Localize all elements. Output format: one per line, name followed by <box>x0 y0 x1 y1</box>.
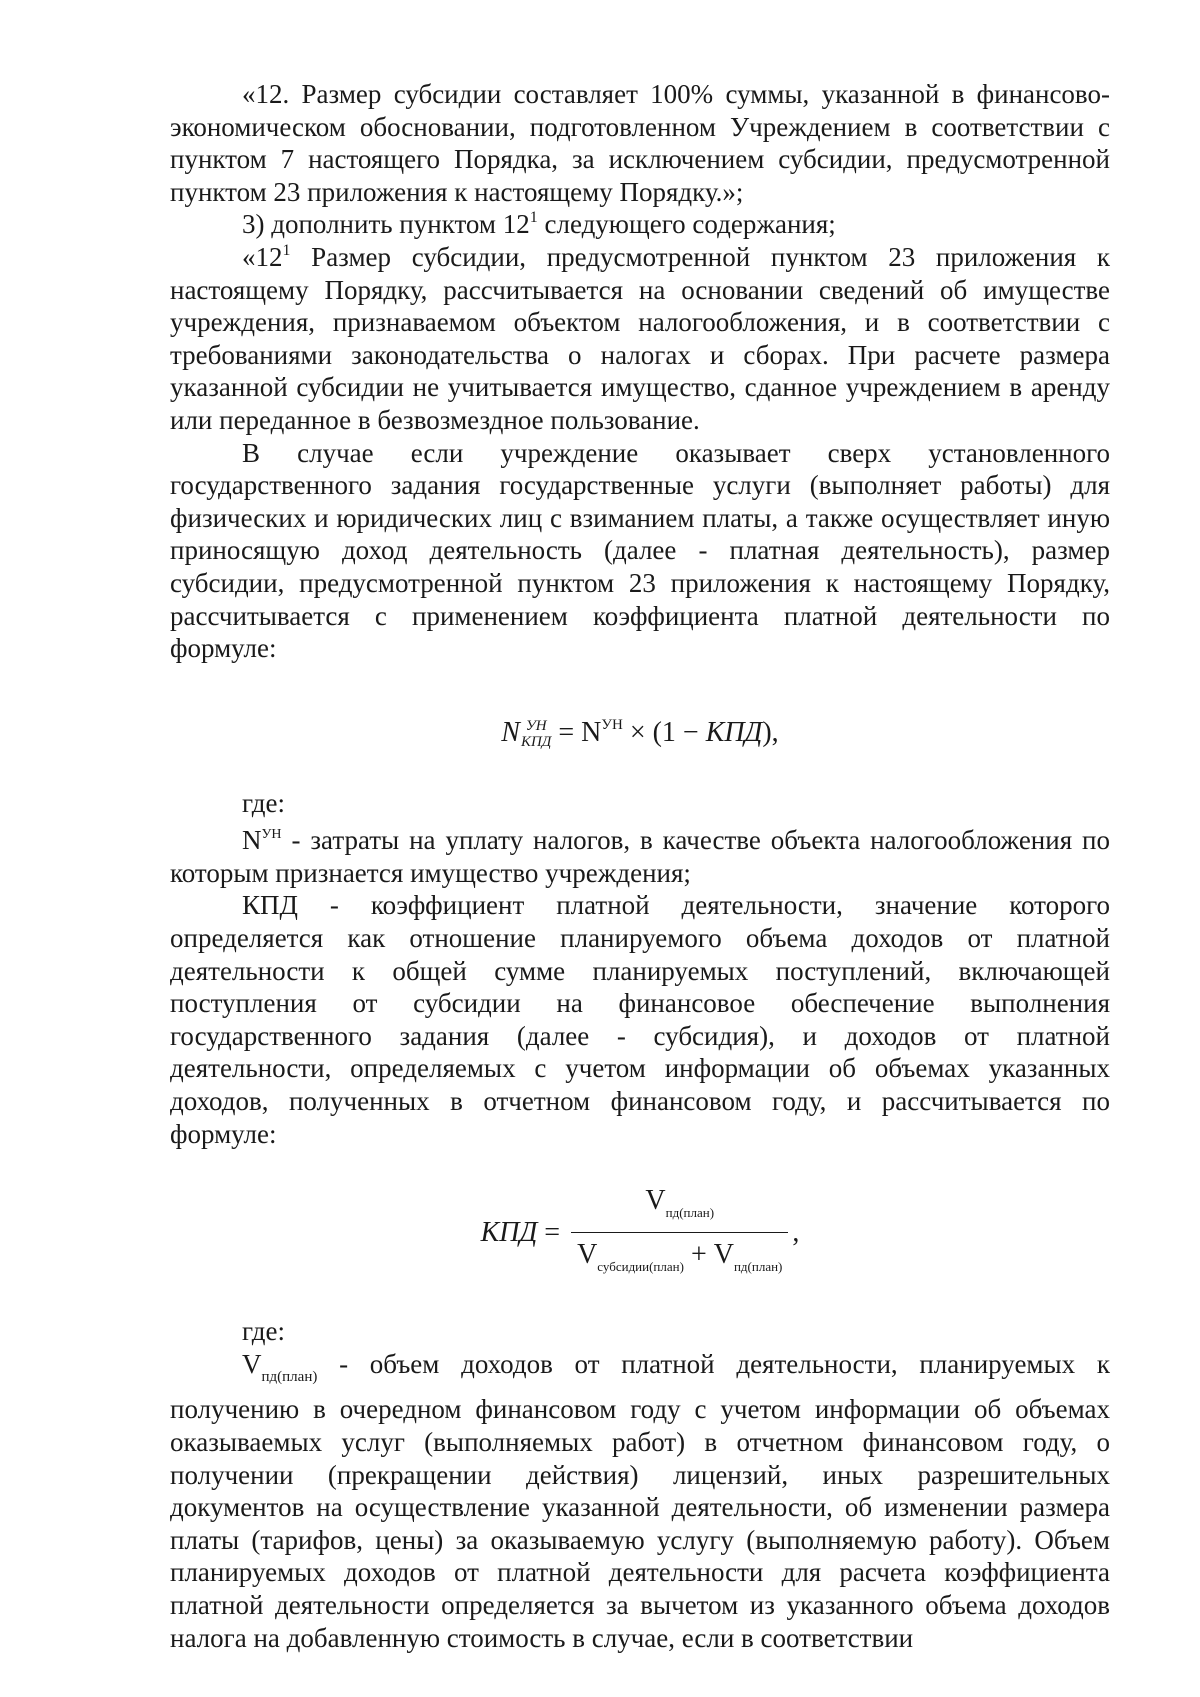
paragraph-n-definition <box>170 819 1110 889</box>
formula1-lhs-base: N <box>501 716 520 748</box>
formula2-end: , <box>792 1217 800 1249</box>
den2-base: V <box>713 1239 734 1271</box>
where-label-2: где: <box>242 1316 285 1347</box>
n-definition-text: - затраты на уплату налогов, в качестве объекта налогообложения по которым признается имущество учреждения; <box>170 825 1110 888</box>
formula2-eq: = <box>537 1217 568 1249</box>
p12-1-text: Размер субсидии, предусмотренной пунктом 23 приложения к настоящему Порядку, рассчитывается на основании сведений об имуществе учреждения, признаваемом объектом налогообложения, и в соответствии с требованиями законодательства о налогах и сборах. При расчете размера указанной субсидии не учитывается имущество, сданное учреждением в аренду или переданное в безвозмездное пользование. <box>170 241 1110 435</box>
den-plus: + <box>683 1239 714 1271</box>
formula1-lhs-sub: КПД <box>520 734 552 751</box>
formula-subsidy <box>170 705 1110 753</box>
paragraph-paid-activity: В случае если учреждение оказывает сверх установленного государственного задания государственные услуги (выполняет работы) для физических и юридических лиц с взиманием платы, а также осуществляет иную приносящую доход деятельность (далее - платная деятельность), размер субсидии, предусмотренной пунктом 23 приложения к настоящему Порядку, рассчитывается с применением коэффициента платной деятельности по формуле: <box>170 437 1110 664</box>
n-base: N <box>242 825 262 856</box>
formula1-lhs-sup: УН <box>525 718 547 735</box>
formula1-rhs-sup: УН <box>601 716 623 733</box>
den2-sub: пд(план) <box>733 1259 783 1275</box>
paragraph-12-1 <box>170 241 1110 437</box>
formula1-rhs-rest: × (1 − <box>622 716 706 748</box>
formula1-rhs-kpd: КПД <box>705 716 763 748</box>
p12-1-start: «12 <box>242 241 283 272</box>
paragraph-kpd-definition: КПД - коэффициент платной деятельности, значение которого определяется как отношение планируемого объема доходов от платной деятельности к общей сумме планируемых поступлений, включающей поступления от субсидии на финансовое обеспечение выполнения государственного задания (далее - субсидия), и доходов от платной деятельности, определяемых с учетом информации об объемах указанных доходов, полученных в отчетном финансовом году, и рассчитывается по формуле: <box>170 890 1110 1149</box>
paragraph-v-definition <box>170 1348 1110 1654</box>
num-base: V <box>645 1185 666 1217</box>
p12-1-superscript: 1 <box>282 241 291 259</box>
formula2-numerator <box>633 1184 726 1232</box>
formula1-rhs-base: N <box>581 716 602 748</box>
formula-kpd <box>170 1184 1110 1285</box>
den1-sub: субсидии(план) <box>597 1259 684 1275</box>
paragraph-12: «12. Размер субсидии составляет 100% суммы, указанной в финансово-экономическом обосновании, подготовленном Учреждением в соответствии с пунктом 7 настоящего Порядка, за исключением субсидии, предусмотренной пунктом 23 приложения к настоящему Порядку.»; <box>170 79 1110 207</box>
v-base: V <box>242 1348 262 1379</box>
amend-superscript: 1 <box>529 209 538 227</box>
formula2-fraction <box>571 1184 788 1285</box>
where-label-1: где: <box>242 787 285 818</box>
formula1-rhs-end: ), <box>762 716 779 748</box>
paragraph-amend-3 <box>170 208 1110 241</box>
formula2-lhs: КПД <box>480 1217 538 1249</box>
formula2-denominator <box>571 1232 788 1285</box>
v-definition-text: - объем доходов от платной деятельности, планируемых к получению в очередном финансовом году с учетом информации об объемах оказываемых услуг (выполняемых работ) в отчетном финансовом году, о получении (прекращении действия) лицензий, иных разрешительных документов на осуществление указанной деятельности, об изменении размера платы (тарифов, цены) за оказываемую услугу (выполняемую работу). Объем планируемых доходов от платной деятельности для расчета коэффициента платной деятельности определяется за вычетом из указанного объема доходов налога на добавленную стоимость в случае, если в соответствии <box>170 1348 1110 1653</box>
n-sup: УН <box>261 827 282 843</box>
amend-text-start: 3) дополнить пунктом 12 <box>242 209 530 240</box>
v-sub: пд(план) <box>261 1368 318 1385</box>
num-sub: пд(план) <box>665 1205 715 1221</box>
formula1-eq: = <box>551 716 582 748</box>
den1-base: V <box>577 1239 598 1271</box>
amend-text-end: следующего содержания; <box>537 209 836 240</box>
